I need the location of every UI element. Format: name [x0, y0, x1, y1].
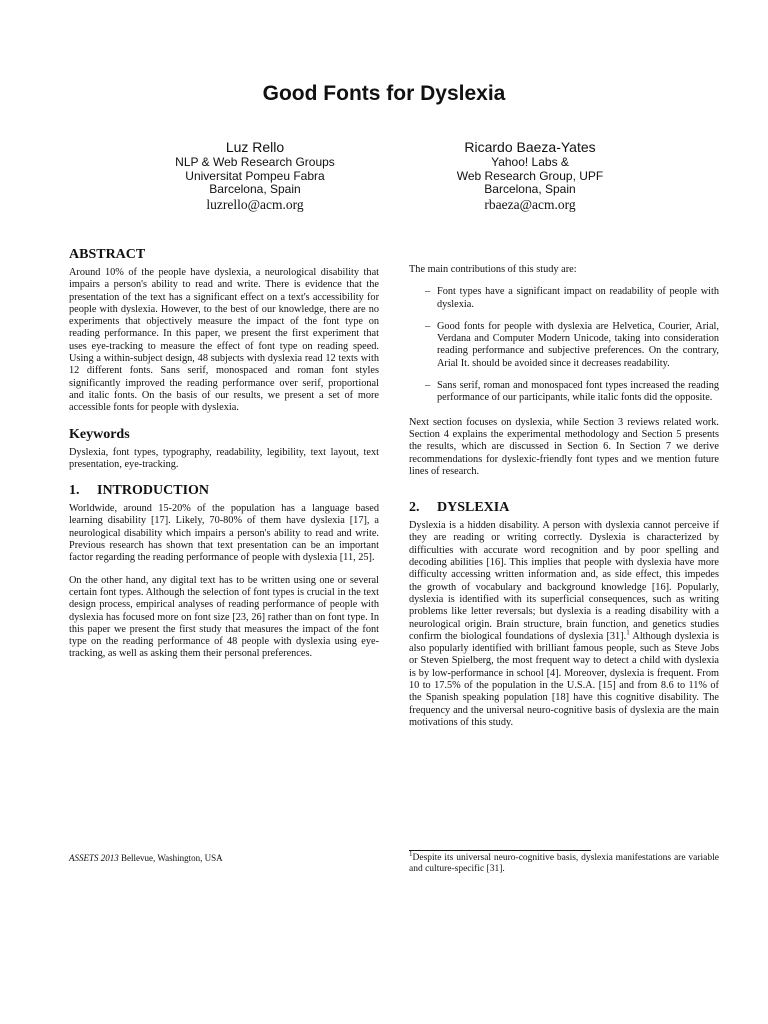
author-affiliation: Barcelona, Spain [209, 182, 301, 196]
author-block-2 [380, 139, 680, 213]
section-number: 2. [409, 500, 420, 516]
author-affiliation: Yahoo! Labs & [491, 155, 569, 169]
section-number: 1. [69, 483, 80, 499]
list-item: – Font types have a significant impact on readability of people with dyslexia. [425, 286, 719, 310]
author-affiliation: Universitat Pompeu Fabra [185, 168, 325, 183]
footnote-mark[interactable]: 1 [626, 628, 630, 637]
author-affiliation: Web Research Group, UPF [456, 168, 604, 183]
keywords-text: Dyslexia, font types, typography, readability, legibility, text layout, text presentation, eye-tracking. [69, 446, 379, 470]
conference-name: ASSETS 2013 [69, 853, 119, 863]
dyslexia-paragraph: Dyslexia is a hidden disability. A person with dyslexia cannot perceive if they are reading or writing correctly. Dyslexia is characterized by difficulties with accurate word recognition and by poor spelling and decoding abilities [16]. This implies that people with dyslexia have more difficulty accessing written information and, as side effect, this impedes the growth of vocabulary and background knowledge [16]. Popularly, dyslexia is identified with its superficial consequences, such as writing problems like letter reversals; but dyslexia is a reading disability with a neurological origin. Brain structure, brain function, and genetics studies confirm the biological foundations of dyslexia [31].$^1$ Although dyslexia is also popularly identified with brilliant famous people, such as Steve Jobs or Steven Spielberg, the most frequent way to detect a child with dyslexia is by low-performance in school [4]. Moreover, dyslexia is frequent. From 10 to 17.5% of the population in the U.S.A. [15] and from 8.6 to 11% of the Spanish speaking population [18] have this cognitive disability. The frequency and the universal neuro-cognitive basis of dyslexia are the main motivations of this study. [409, 520, 719, 728]
list-item: – Good fonts for people with dyslexia are Helvetica, Courier, Arial, Verdana and Computer Modern Unicode, taking into consideration reading performance and subjective preferences. On the contrary, Arial It. should be avoided since it decreases readability. [425, 320, 719, 369]
right-column [409, 264, 719, 729]
author-name: Ricardo Baeza-Yates [464, 139, 596, 155]
footnote [409, 849, 719, 875]
author-email: luzrello@acm.org [206, 196, 304, 212]
contributions-intro: The main contributions of this study are: [409, 264, 577, 275]
introduction-heading [69, 483, 379, 499]
conference-location: Bellevue, Washington, USA [118, 853, 223, 863]
abstract-text: Around 10% of the people have dyslexia, a neurological disability that impairs a person's ability to read and write. There is evidence that the presentation of the text has a significant effect on a text's accessibility for people with dyslexia. However, to the best of our knowledge, there are no experiments that objectively measure the impact of the font type on reading performance. In this paper, we present the first experiment that uses eye-tracking to measure the effect of font type on reading speed. Using a within-subject design, 48 subjects with dyslexia read 12 texts with 12 different fonts. Sans serif, monospaced and roman font styles significantly improved the reading performance over serif, proportional and italic fonts. On the basis of our results, we present a set of more accessible fonts for people with dyslexia. [69, 267, 379, 414]
author-email: rbaeza@acm.org [484, 196, 576, 212]
left-column [69, 247, 379, 661]
introduction-paragraph: Worldwide, around 15-20% of the population has a language based learning disability [17]. Likely, 70-80% of them have dyslexia [17], a neurological disability which impairs a person's ability to read and write. Previous research has shown that text presentation can be an important factor regarding the reading performance of people with dyslexia [11, 25]. [69, 503, 379, 564]
outline-paragraph: Next section focuses on dyslexia, while Section 3 reviews related work. Section 4 explains the experimental methodology and Section 5 presents the results, which are discussed in Section 6. In Section 7 we derive recommendations for dyslexic-friendly font types and we mention future lines of research. [409, 416, 719, 477]
abstract-heading: ABSTRACT [69, 247, 146, 262]
dyslexia-heading [409, 500, 719, 516]
keywords-heading: Keywords [69, 426, 130, 442]
footnote-divider [409, 850, 591, 851]
author-affiliation: Barcelona, Spain [484, 182, 576, 196]
author-block-1 [105, 139, 405, 213]
author-affiliation: NLP & Web Research Groups [175, 155, 335, 169]
introduction-paragraph: On the other hand, any digital text has to be written using one or several certain font types. Although the selection of font types is crucial in the text design process, empirical analyses of reading performance of people with dyslexia has focused more on font size [23, 26] rather than on font type. In this paper we present the first study that measures the impact of the font type on the reading performance of 48 people with dyslexia using eye-tracking, as well as asking them their personal preferences. [69, 574, 379, 660]
section-title: INTRODUCTION [97, 483, 210, 499]
list-item: – Sans serif, roman and monospaced font types increased the reading performance of our participants, while italic fonts did the opposite. [425, 380, 719, 404]
contributions-list [409, 286, 719, 404]
section-title: DYSLEXIA [437, 500, 510, 516]
paper-title: Good Fonts for Dyslexia [262, 82, 506, 105]
footnote-text: Despite its universal neuro-cognitive basis, dyslexia manifestations are variable and culture-specific [31]. [409, 853, 719, 874]
footnote-number: 1 [409, 849, 413, 858]
venue-line [69, 853, 223, 863]
author-name: Luz Rello [225, 139, 285, 155]
